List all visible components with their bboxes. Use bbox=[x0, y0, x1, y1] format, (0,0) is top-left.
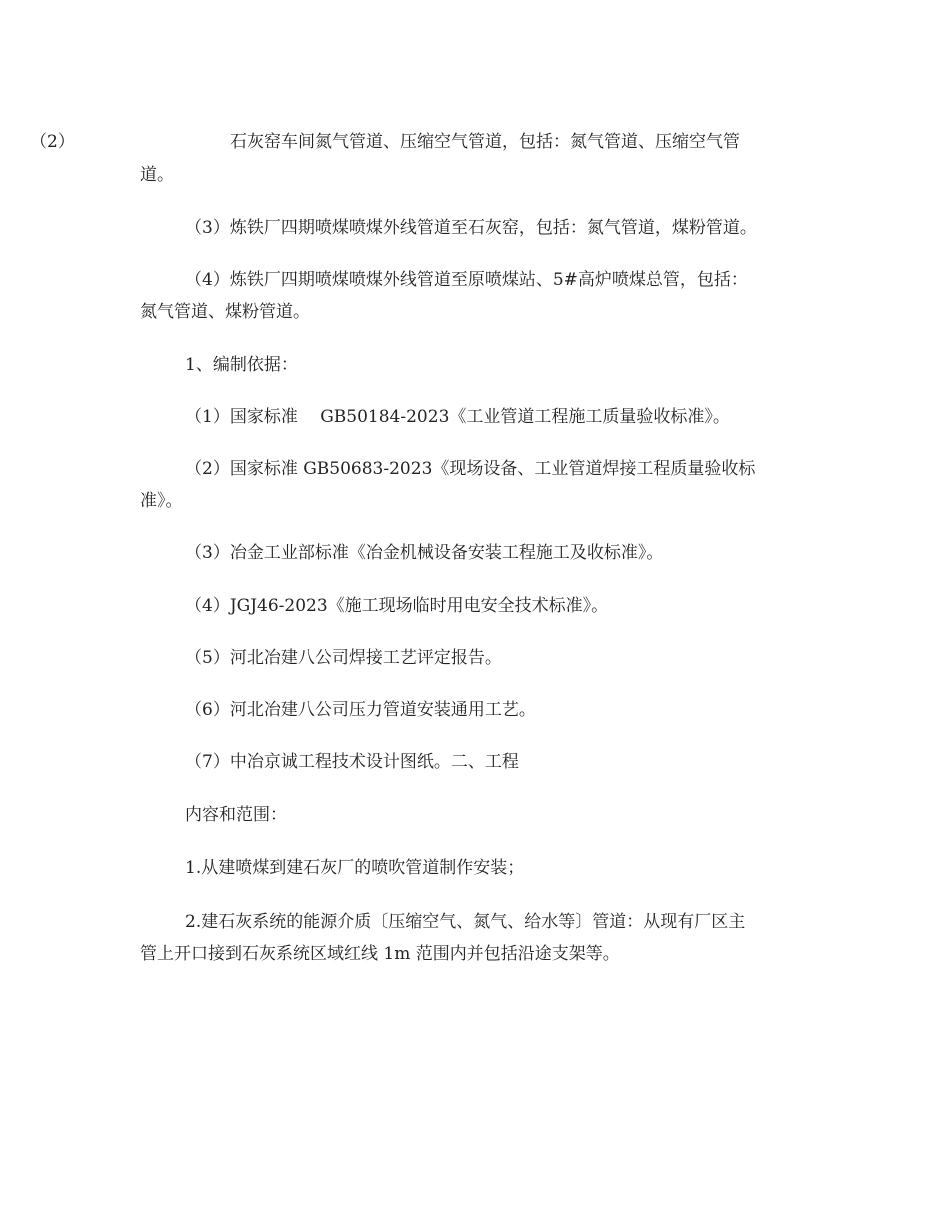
basis-item-5: （5）河北冶建八公司焊接工艺评定报告。 bbox=[185, 648, 502, 668]
item-4-line-2: 氮气管道、煤粉管道。 bbox=[140, 302, 310, 322]
content-item-2-line-1: 2.建石灰系统的能源介质〔压缩空气、氮气、给水等〕管道：从现有厂区主 bbox=[185, 912, 746, 932]
item-2-label: （2） bbox=[30, 132, 75, 152]
basis-item-2-line-2: 准》。 bbox=[140, 491, 183, 511]
item-3: （3）炼铁厂四期喷煤喷煤外线管道至石灰窑，包括：氮气管道，煤粉管道。 bbox=[185, 218, 757, 238]
content-item-2-line-2: 管上开口接到石灰系统区域红线 1m 范围内并包括沿途支架等。 bbox=[140, 944, 620, 964]
content-item-1: 1.从建喷煤到建石灰厂的喷吹管道制作安装； bbox=[185, 858, 525, 878]
item-2-line-2: 道。 bbox=[140, 165, 174, 185]
basis-item-2-line-1: （2）国家标准 GB50683-2023《现场设备、工业管道焊接工程质量验收标 bbox=[185, 459, 756, 479]
basis-item-4: （4）JGJ46-2023《施工现场临时用电安全技术标准》。 bbox=[185, 596, 609, 616]
basis-item-1: （1）国家标准 GB50184-2023《工业管道工程施工质量验收标准》。 bbox=[185, 407, 730, 427]
content-heading: 内容和范围： bbox=[185, 805, 287, 825]
basis-item-6: （6）河北冶建八公司压力管道安装通用工艺。 bbox=[185, 700, 536, 720]
basis-heading: 1、编制依据： bbox=[185, 355, 298, 375]
item-4-line-1: （4）炼铁厂四期喷煤喷煤外线管道至原喷煤站、5#高炉喷煤总管，包括： bbox=[185, 270, 748, 290]
item-2-line-1: 石灰窑车间氮气管道、压缩空气管道，包括：氮气管道、压缩空气管 bbox=[230, 132, 740, 152]
basis-item-7: （7）中冶京诚工程技术设计图纸。二、工程 bbox=[185, 752, 519, 772]
basis-item-3: （3）冶金工业部标准《冶金机械设备安装工程施工及收标准》。 bbox=[185, 543, 664, 563]
